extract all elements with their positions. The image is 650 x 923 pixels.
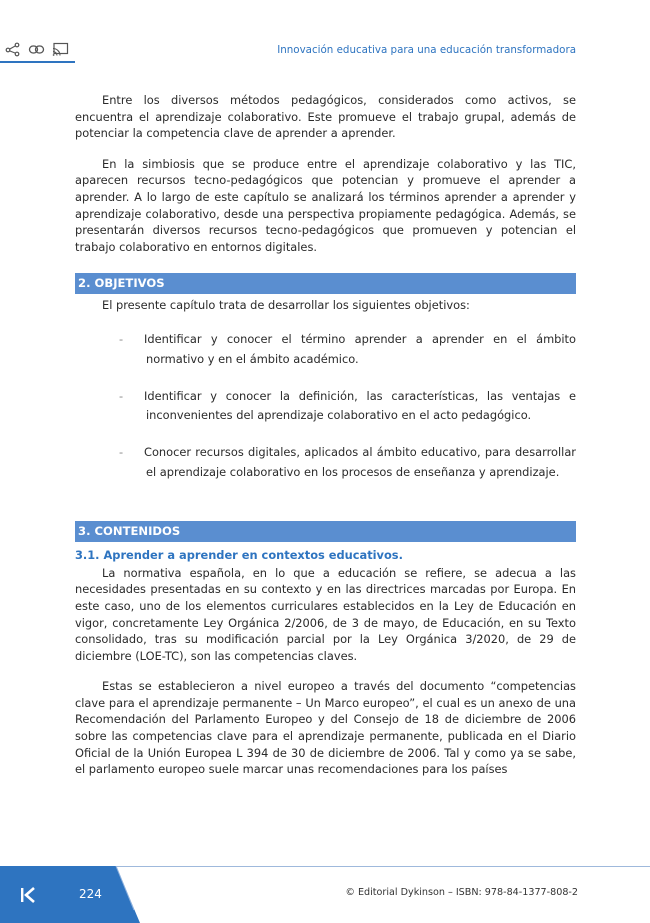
cast-icon[interactable] bbox=[52, 42, 69, 57]
section-heading-objetivos: 2. OBJETIVOS bbox=[75, 273, 576, 294]
page-number: 224 bbox=[79, 887, 102, 901]
subsection-heading: 3.1. Aprender a aprender en contextos educativos. bbox=[75, 547, 403, 562]
body-paragraph: Estas se establecieron a nivel europeo a través del documento “competencias clave para el aprendizaje permanente – Un Marco europeo”, el cual es un anexo de una Recomendación del Parlamento Europeo y del Consejo de 18 de diciembre de 2006 sobre las competencias clave para el aprendizaje permanente, publicada en el Diario Oficial de la Unión Europea L 394 de 30 de diciembre de 2006. Tal y como ya se sabe, el parlamento europeo suele marcar unas recomendaciones para los países bbox=[75, 679, 576, 777]
toolbar-underline bbox=[0, 61, 75, 63]
intro-paragraph: Entre los diversos métodos pedagógicos, considerados como activos, se encuentra el aprendizaje colaborativo. Este promueve el trabajo grupal, además de potenciar la competencia clave de aprender a aprender. bbox=[75, 93, 576, 141]
toolbar bbox=[4, 41, 69, 57]
page-content bbox=[75, 92, 576, 778]
page-footer bbox=[0, 866, 650, 923]
list-item: - Conocer recursos digitales, aplicados al ámbito educativo, para desarrollar el aprendizaje colaborativo en los procesos de enseñanza y aprendizaje. bbox=[119, 445, 576, 479]
first-page-icon[interactable] bbox=[19, 885, 39, 905]
footer-copyright: © Editorial Dykinson – ISBN: 978-84-1377-808-2 bbox=[345, 887, 578, 898]
list-item: - Identificar y conocer la definición, las características, las ventajas e inconvenientes del aprendizaje colaborativo en el acto pedagógico. bbox=[119, 388, 576, 423]
section-heading-contenidos: 3. CONTENIDOS bbox=[75, 521, 576, 542]
list-item: - Identificar y conocer el término aprender a aprender en el ámbito normativo y en el ámbito académico. bbox=[119, 331, 576, 366]
objectives-list bbox=[75, 330, 576, 483]
body-paragraph: La normativa española, en lo que a educación se refiere, se adecua a las necesidades presentadas en su contexto y en las directrices marcadas por Europa. En este caso, uno de los elementos curriculares establecidos en la Ley de Educación en vigor, concretamente Ley Orgánica 2/2006, de 3 de mayo, de Educación, en su Texto consolidado, tras su modificación parcial por la Ley Orgánica 3/2020, de 29 de diciembre (LOE-TC), son las competencias claves. bbox=[75, 565, 576, 663]
link-icon[interactable] bbox=[28, 42, 45, 57]
bullet-dash: - bbox=[119, 445, 124, 460]
share-icon[interactable] bbox=[4, 42, 21, 57]
bullet-dash: - bbox=[119, 388, 124, 403]
bullet-dash: - bbox=[119, 331, 124, 346]
running-header: Innovación educativa para una educación transformadora bbox=[277, 44, 576, 56]
intro-paragraph: En la simbiosis que se produce entre el aprendizaje colaborativo y las TIC, aparecen recursos tecno-pedagógicos que potencian y promueve el aprender a aprender. A lo largo de este capítulo se analizará los términos aprender a aprender y aprendizaje colaborativo, desde una perspectiva propiamente pedagógica. Además, se presentarán diversos recursos tecno-pedagógicos que promueven y potencian el trabajo colaborativo en entornos digitales. bbox=[75, 156, 576, 254]
objectives-intro: El presente capítulo trata de desarrollar los siguientes objetivos: bbox=[102, 298, 470, 313]
